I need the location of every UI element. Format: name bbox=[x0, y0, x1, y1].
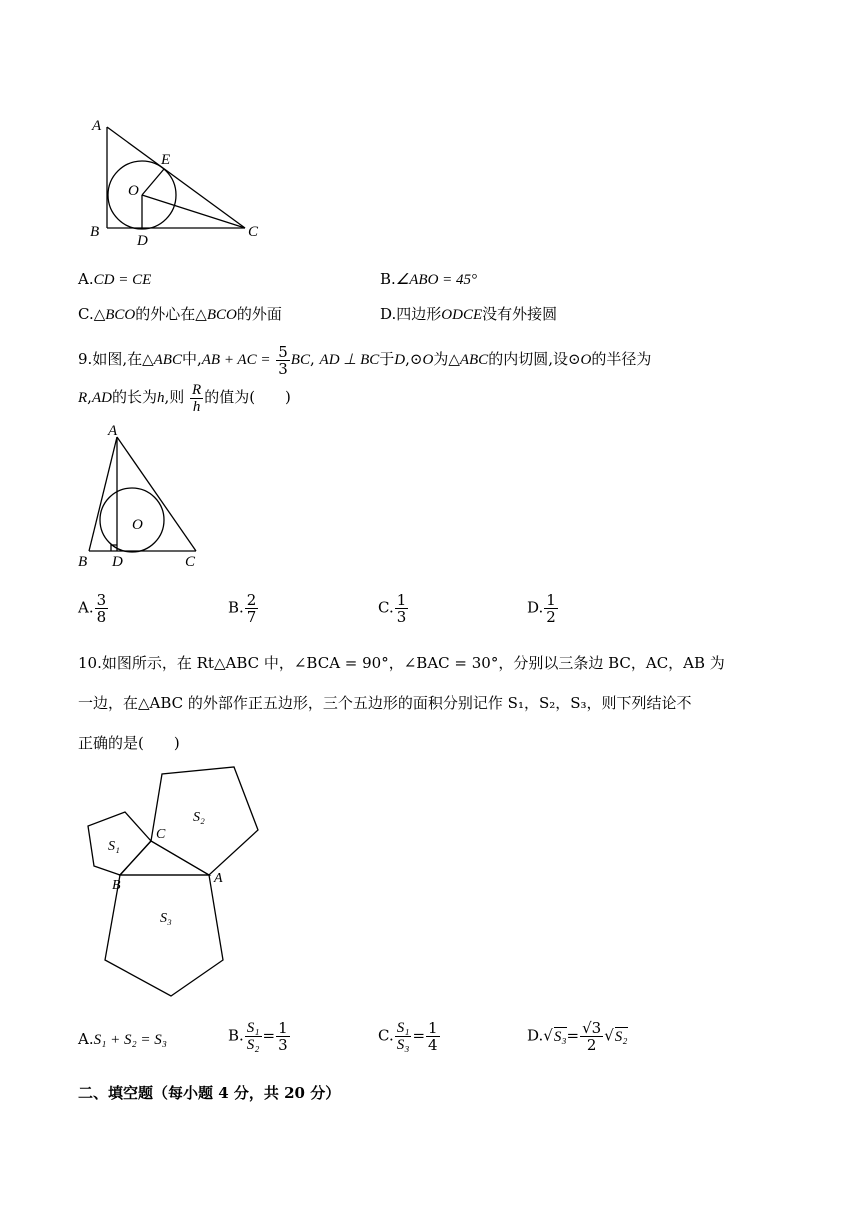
q8-label-a: A bbox=[92, 118, 102, 134]
q9-label-a: A bbox=[108, 423, 118, 439]
q10-line3: 正确的是( ) bbox=[78, 734, 180, 752]
q9-label-d: D bbox=[112, 554, 123, 570]
q9-option-a: A. $\frac{3}{8}$ bbox=[78, 591, 107, 626]
q10-label-c: C bbox=[156, 827, 166, 842]
q9-label-c: C bbox=[185, 554, 196, 570]
q8-label-e: E bbox=[161, 152, 171, 168]
q8-option-c: C.△BCO的外心在△BCO的外面 bbox=[78, 305, 282, 323]
q9-line2: R,AD的长为h,则 $\frac{R}{h}$ 的值为( ) bbox=[78, 381, 291, 415]
q8-label-o: O bbox=[128, 183, 139, 199]
q10-option-a: A.S₁ + S₂ = S₃ bbox=[78, 1030, 167, 1048]
q10-option-c: C. $\frac{\text{S₁}}{\text{S₃}}$ = $\frac{1}{4}$ bbox=[378, 1019, 438, 1054]
q10-label-s3: S₃ bbox=[160, 911, 172, 926]
q10-figure bbox=[80, 760, 270, 1000]
q10-label-a: A bbox=[214, 871, 223, 886]
q8-label-d: D bbox=[137, 233, 148, 249]
q9-label-b: B bbox=[78, 554, 88, 570]
q10-option-b: B. $\frac{\text{S₁}}{\text{S₂}}$ = $\frac{1}{3}$ bbox=[228, 1019, 288, 1054]
q10-option-d: D.√S₃= $\frac{√3}{2}$ √S₂ bbox=[527, 1019, 628, 1054]
q8-option-a: A.CD = CE bbox=[78, 270, 152, 288]
q10-label-s1: S₁ bbox=[108, 839, 120, 854]
q8-figure bbox=[80, 110, 280, 250]
q10-line2: 一边，在△ABC 的外部作正五边形，三个五边形的面积分别记作 S₁，S₂，S₃，则下列结论不 bbox=[78, 694, 692, 712]
q9-option-c: C. $\frac{1}{3}$ bbox=[378, 591, 407, 626]
q8-option-d: D.四边形ODCE没有外接圆 bbox=[380, 305, 558, 323]
q9-frac-r-h: $\frac{R}{h}$ bbox=[192, 381, 202, 415]
q9-line1: 9.如图,在△ABC中,AB + AC = $\frac{5}{3}$ BC, AD ⊥ BC于D,⊙O为△ABC的内切圆,设⊙O的半径为 bbox=[78, 342, 652, 378]
q8-label-c: C bbox=[248, 224, 259, 240]
q10-label-b: B bbox=[112, 878, 121, 893]
q9-frac-5-3: $\frac{5}{3}$ bbox=[278, 342, 288, 378]
q9-figure bbox=[72, 420, 212, 575]
q9-label-o: O bbox=[132, 517, 143, 533]
section-heading: 二、填空题（每小题 4 分，共 20 分） bbox=[78, 1084, 341, 1102]
q8-option-b: B.∠ABO = 45° bbox=[380, 270, 478, 288]
q10-label-s2: S₂ bbox=[193, 810, 205, 825]
q9-option-d: D. $\frac{1}{2}$ bbox=[527, 591, 556, 626]
q10-line1: 10.如图所示，在 Rt△ABC 中，∠BCA = 90°，∠BAC = 30°，分别以三条边 BC，AC，AB 为 bbox=[78, 654, 725, 672]
q8-label-b: B bbox=[90, 224, 100, 240]
q9-option-b: B. $\frac{2}{7}$ bbox=[228, 591, 257, 626]
